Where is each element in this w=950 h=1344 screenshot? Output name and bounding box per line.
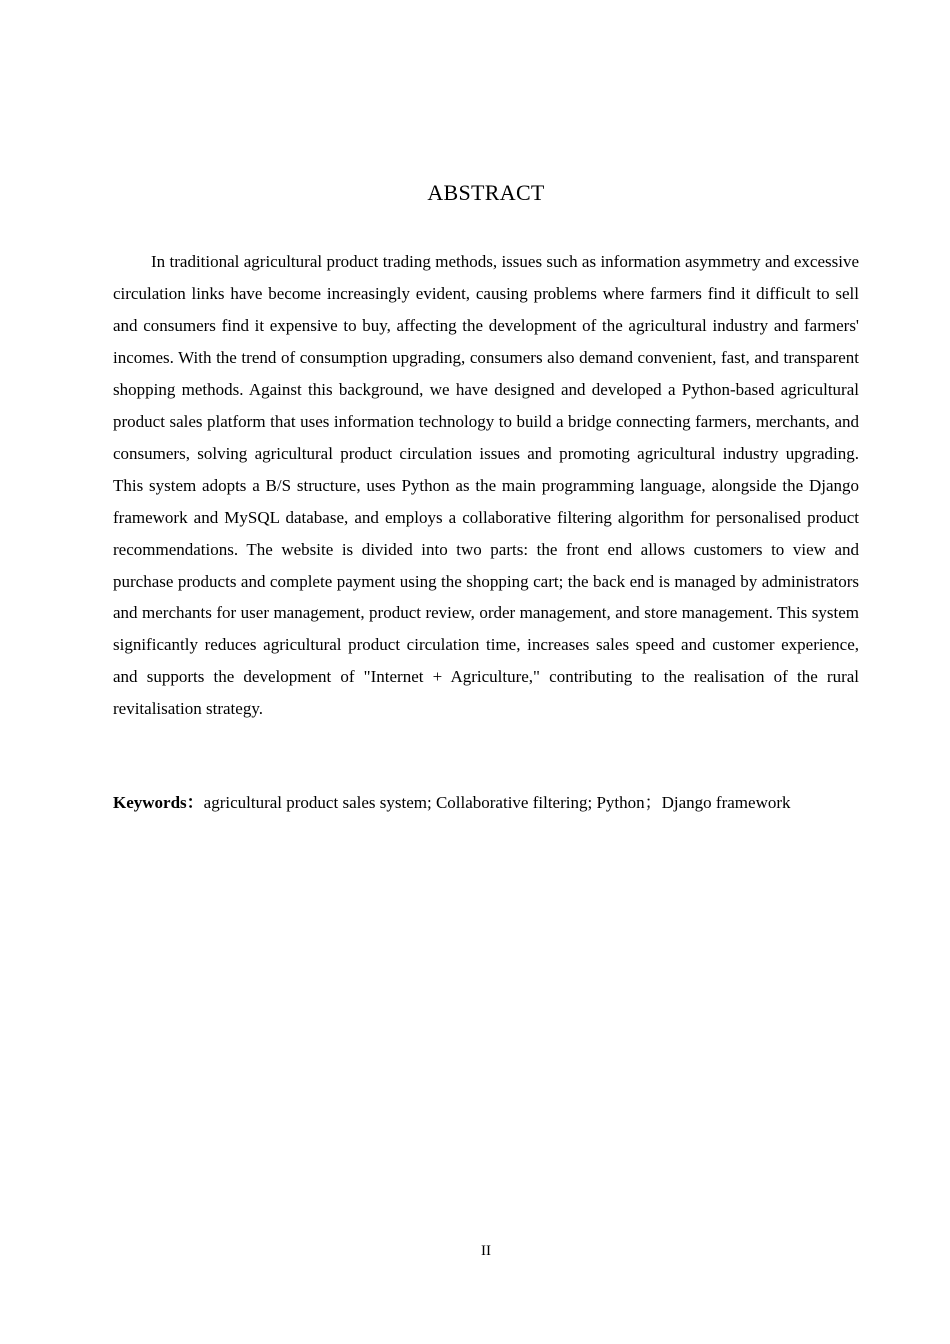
page-number: II (481, 1243, 491, 1259)
keywords-text: agricultural product sales system; Collaborative filtering; Python；Django framework (203, 793, 791, 812)
keywords-line (113, 787, 873, 819)
keywords-label: Keywords： (113, 793, 204, 812)
abstract-title: ABSTRACT (427, 180, 545, 205)
abstract-body: In traditional agricultural product trading methods, issues such as information asymmetry and excessive circulation links have become increasingly evident, causing problems where farmers find it difficult to sell and consumers find it expensive to buy, affecting the development of the agricultural industry and farmers' incomes. With the trend of consumption upgrading, consumers also demand convenient, fast, and transparent shopping methods. Against this background, we have designed and developed a Python-based agricultural product sales platform that uses information technology to build a bridge connecting farmers, merchants, and consumers, solving agricultural product circulation issues and promoting agricultural industry upgrading. This system adopts a B/S structure, uses Python as the main programming language, alongside the Django framework and MySQL database, and employs a collaborative filtering algorithm for personalised product recommendations. The website is divided into two parts: the front end allows customers to view and purchase products and complete payment using the shopping cart; the back end is managed by administrators and merchants for user management, product review, order management, and store management. This system significantly reduces agricultural product circulation time, increases sales speed and customer experience, and supports the development of "Internet + Agriculture," contributing to the realisation of the rural revitalisation strategy. (113, 252, 859, 719)
